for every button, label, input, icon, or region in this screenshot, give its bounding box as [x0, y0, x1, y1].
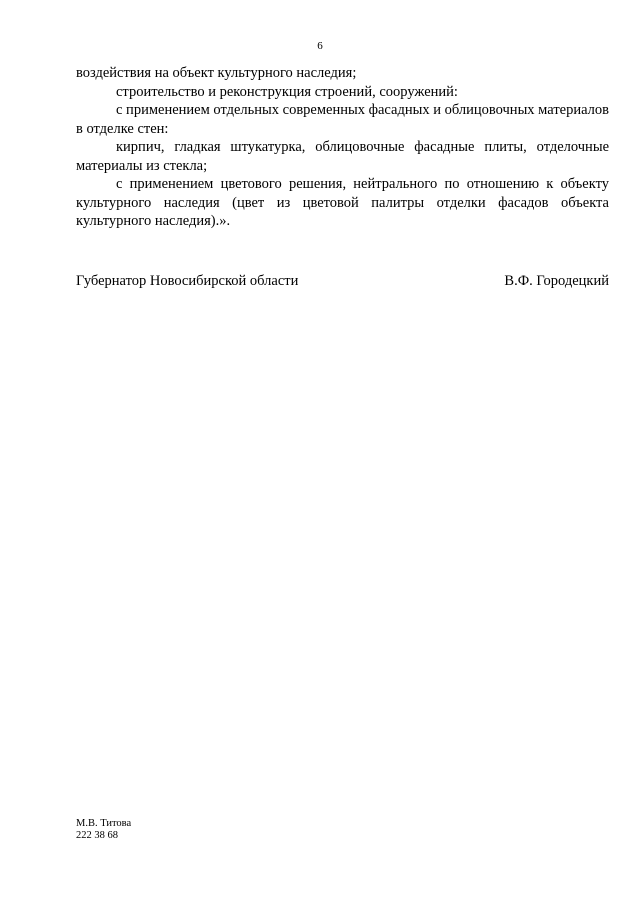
paragraph-continuation: воздействия на объект культурного наследия;	[76, 65, 357, 81]
paragraph-construction: строительство и реконструкция строений, сооружений:	[116, 83, 458, 100]
signatory-name: В.Ф. Городецкий	[504, 273, 609, 289]
paragraph-color-solution: с применением цветового решения, нейтрального по отношению к объекту культурного наследия (цвет из цветовой палитры отделки фасадов объекта культурного наследия).».	[76, 176, 609, 229]
page-number: 6	[317, 40, 323, 52]
paragraph-material-list: кирпич, гладкая штукатурка, облицовочные фасадные плиты, отделочные материалы из стекла;	[76, 139, 609, 174]
signature-block	[76, 272, 609, 290]
paragraph-facade-materials: с применением отдельных современных фасадных и облицовочных материалов в отделке стен:	[76, 102, 609, 137]
executor-name: М.В. Титова	[76, 818, 132, 829]
signatory-position: Губернатор Новосибирской области	[76, 273, 299, 289]
executor-phone: 222 38 68	[76, 830, 118, 841]
executor-footer	[76, 818, 131, 842]
document-body	[76, 64, 609, 231]
